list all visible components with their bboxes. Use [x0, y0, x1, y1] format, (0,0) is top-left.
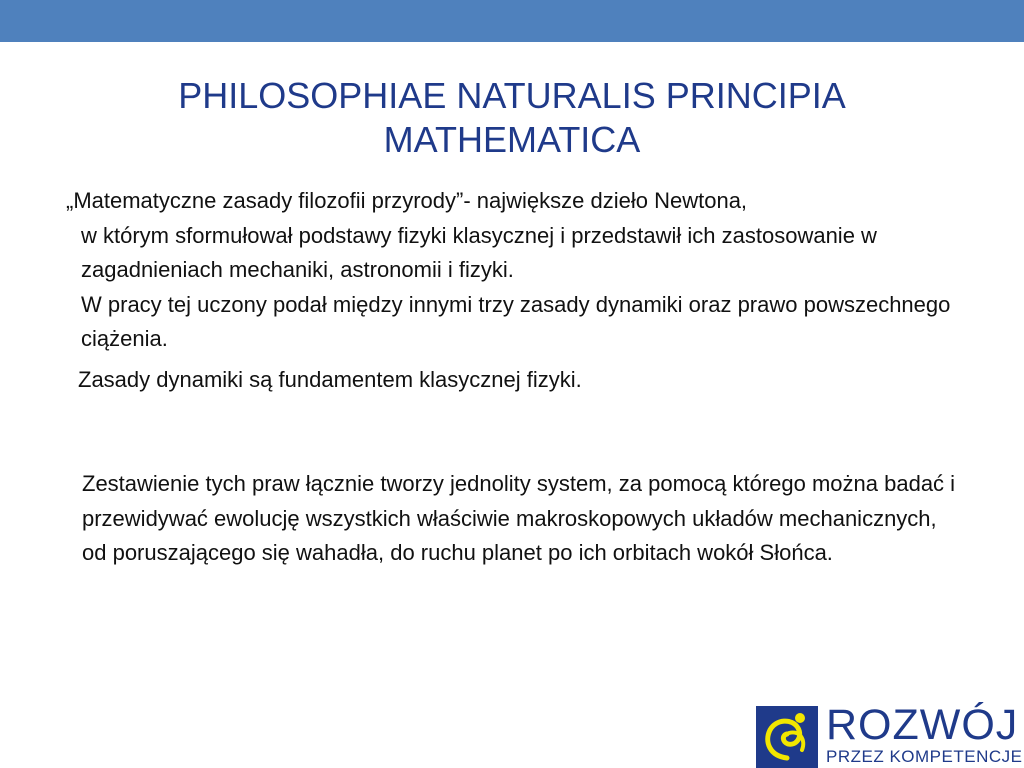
logo-emblem-icon: [756, 706, 818, 768]
paragraph-system: Zestawienie tych praw łącznie tworzy jednolity system, za pomocą którego można badać i przewidywać ewolucję wszystkich właściwie makroskopowych układów mechanicznych, od poruszającego się wahadła, do ruchu planet po ich orbitach wokół Słońca.: [82, 471, 956, 565]
logo-tagline: PRZEZ KOMPETENCJE: [826, 747, 1023, 766]
paragraph-continuation: w którym sformułował podstawy fizyki klasycznej i przedstawił ich zastosowanie w zagadnieniach mechaniki, astronomii i fizyki.: [81, 222, 877, 282]
logo-wordmark: ROZWÓJ: [826, 701, 1019, 749]
paragraph-second-sentence: W pracy tej uczony podał między innymi trzy zasady dynamiki oraz prawo powszechnego ciążenia.: [81, 291, 951, 351]
paragraph-dynamics: Zasady dynamiki są fundamentem klasycznej fizyki.: [78, 367, 582, 392]
top-bar: [0, 0, 1024, 42]
slide-title: PHILOSOPHIAE NATURALIS PRINCIPIA MATHEMATICA: [178, 75, 846, 160]
rozwoj-logo: [754, 700, 1024, 768]
paragraph-principia-description: [66, 184, 966, 357]
paragraph-first-line: „Matematyczne zasady filozofii przyrody”- największe dzieło Newtona,: [66, 188, 748, 213]
